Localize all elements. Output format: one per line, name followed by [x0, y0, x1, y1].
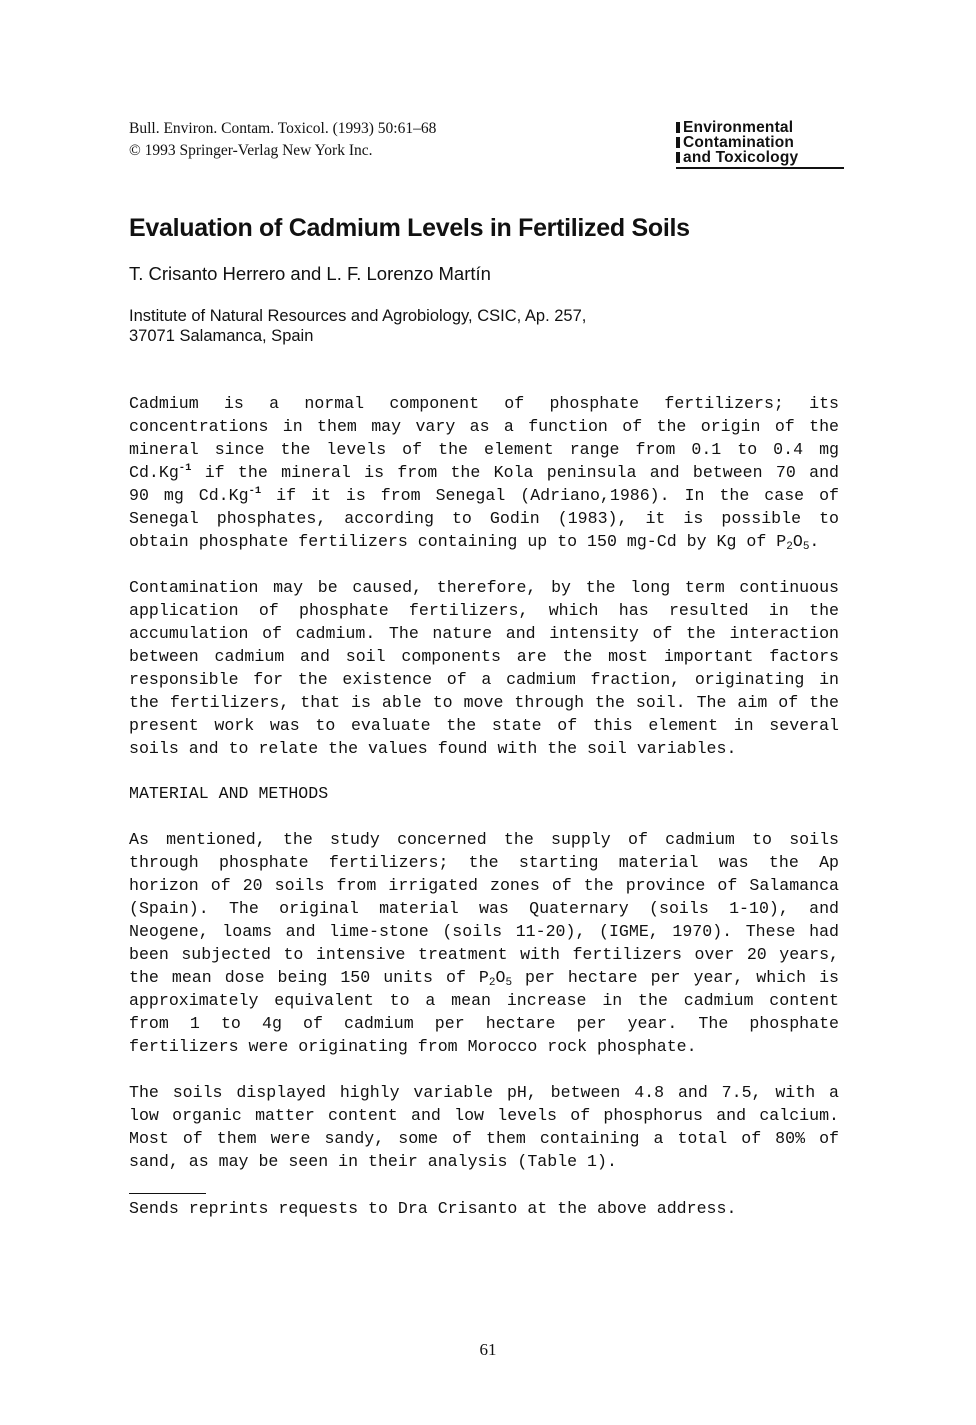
text-line: Neogene, loams and lime-stone (soils 11-20), (IGME, 1970). These had: [129, 922, 839, 941]
text-run: obtain phosphate fertilizers containing up to 150 mg-Cd by Kg of P: [129, 532, 787, 551]
body-paragraph-contamination: [129, 576, 839, 760]
text-run: O: [495, 968, 506, 987]
text-line: soils and to relate the values found with the soil variables.: [129, 739, 737, 758]
logo-word: and Toxicology: [683, 149, 799, 166]
text-run: if it is from Senegal (Adriano,1986). In the case of: [261, 486, 839, 505]
body-paragraph-methods: [129, 828, 839, 1058]
author-affiliation: [129, 306, 769, 346]
logo-word: Contamination: [683, 134, 795, 151]
text-run: if the mineral is from the Kola peninsula and between 70 and: [191, 463, 839, 482]
subscript: 5: [505, 977, 513, 989]
logo-mark-icon: [676, 152, 680, 163]
text-line: The soils displayed highly variable pH, between 4.8 and 7.5, with a: [129, 1083, 839, 1102]
text-line: As mentioned, the study concerned the supply of cadmium to soils: [129, 830, 839, 849]
text-line: Most of them were sandy, some of them containing a total of 80% of: [129, 1129, 839, 1148]
text-line: Senegal phosphates, according to Godin (1983), it is possible to: [129, 509, 839, 528]
subscript: 2: [786, 541, 793, 553]
text-line: approximately equivalent to a mean increase in the cadmium content: [129, 991, 839, 1010]
page-number: 61: [479, 1340, 497, 1359]
text-line: fertilizers were originating from Morocco rock phosphate.: [129, 1037, 697, 1056]
text-line: accumulation of cadmium. The nature and intensity of the interaction: [129, 624, 839, 643]
logo-word: Environmental: [683, 119, 794, 136]
text-line: responsible for the existence of a cadmium fraction, originating in: [129, 670, 839, 689]
journal-logo: [676, 120, 844, 169]
text-line: through phosphate fertilizers; the starting material was the Ap: [129, 853, 839, 872]
text-line: from 1 to 4g of cadmium per hectare per year. The phosphate: [129, 1014, 839, 1033]
section-heading: MATERIAL AND METHODS: [129, 784, 329, 803]
text-line: (Spain). The original material was Quaternary (soils 1-10), and: [129, 899, 839, 918]
text-line: horizon of 20 soils from irrigated zones of the province of Salamanca: [129, 876, 839, 895]
subscript: 5: [802, 541, 810, 553]
affiliation-line: 37071 Salamanca, Spain: [129, 327, 314, 345]
superscript: -1: [178, 462, 192, 474]
logo-mark-icon: [676, 122, 680, 133]
text-line: mineral since the levels of the element range from 0.1 to 0.4 mg: [129, 440, 839, 459]
affiliation-line: Institute of Natural Resources and Agrobiology, CSIC, Ap. 257,: [129, 307, 587, 325]
text-run: 90 mg Cd.Kg: [129, 486, 249, 505]
text-run: per hectare per year, which is: [512, 968, 839, 987]
text-line: present work was to evaluate the state of this element in several: [129, 716, 839, 735]
copyright-line: © 1993 Springer-Verlag New York Inc.: [129, 142, 373, 159]
text-line: concentrations in them may vary as a function of the origin of the: [129, 417, 839, 436]
text-line: [129, 461, 839, 484]
text-line: been subjected to intensive treatment with fertilizers over 20 years,: [129, 945, 839, 964]
journal-citation: [129, 118, 436, 162]
text-line: [129, 966, 839, 989]
logo-mark-icon: [676, 137, 680, 148]
text-line: [129, 484, 839, 507]
text-line: low organic matter content and low levels of phosphorus and calcium.: [129, 1106, 839, 1125]
body-paragraph-soils: [129, 1081, 839, 1173]
footnote-divider: [129, 1193, 206, 1194]
text-run: Cd.Kg: [129, 463, 179, 482]
subscript: 2: [488, 977, 496, 989]
text-line: application of phosphate fertilizers, which has resulted in the: [129, 601, 839, 620]
text-line: [129, 530, 839, 553]
text-run: the mean dose being 150 units of P: [129, 968, 489, 987]
citation-line: Bull. Environ. Contam. Toxicol. (1993) 50:61–68: [129, 120, 437, 137]
text-line: Cadmium is a normal component of phosphate fertilizers; its: [129, 394, 839, 413]
text-line: between cadmium and soil components are the most important factors: [129, 647, 839, 666]
text-line: Contamination may be caused, therefore, by the long term continuous: [129, 578, 839, 597]
footnote: Sends reprints requests to Dra Crisanto at the above address.: [129, 1199, 737, 1218]
text-line: sand, as may be seen in their analysis (Table 1).: [129, 1152, 617, 1171]
superscript: -1: [248, 485, 262, 497]
text-line: the fertilizers, that is able to move through the soil. The aim of the: [129, 693, 839, 712]
article-title: Evaluation of Cadmium Levels in Fertilized Soils: [129, 214, 690, 242]
body-paragraph-intro: [129, 392, 839, 553]
text-run: .: [809, 532, 820, 551]
article-authors: T. Crisanto Herrero and L. F. Lorenzo Martín: [129, 263, 491, 284]
text-run: O: [792, 532, 803, 551]
